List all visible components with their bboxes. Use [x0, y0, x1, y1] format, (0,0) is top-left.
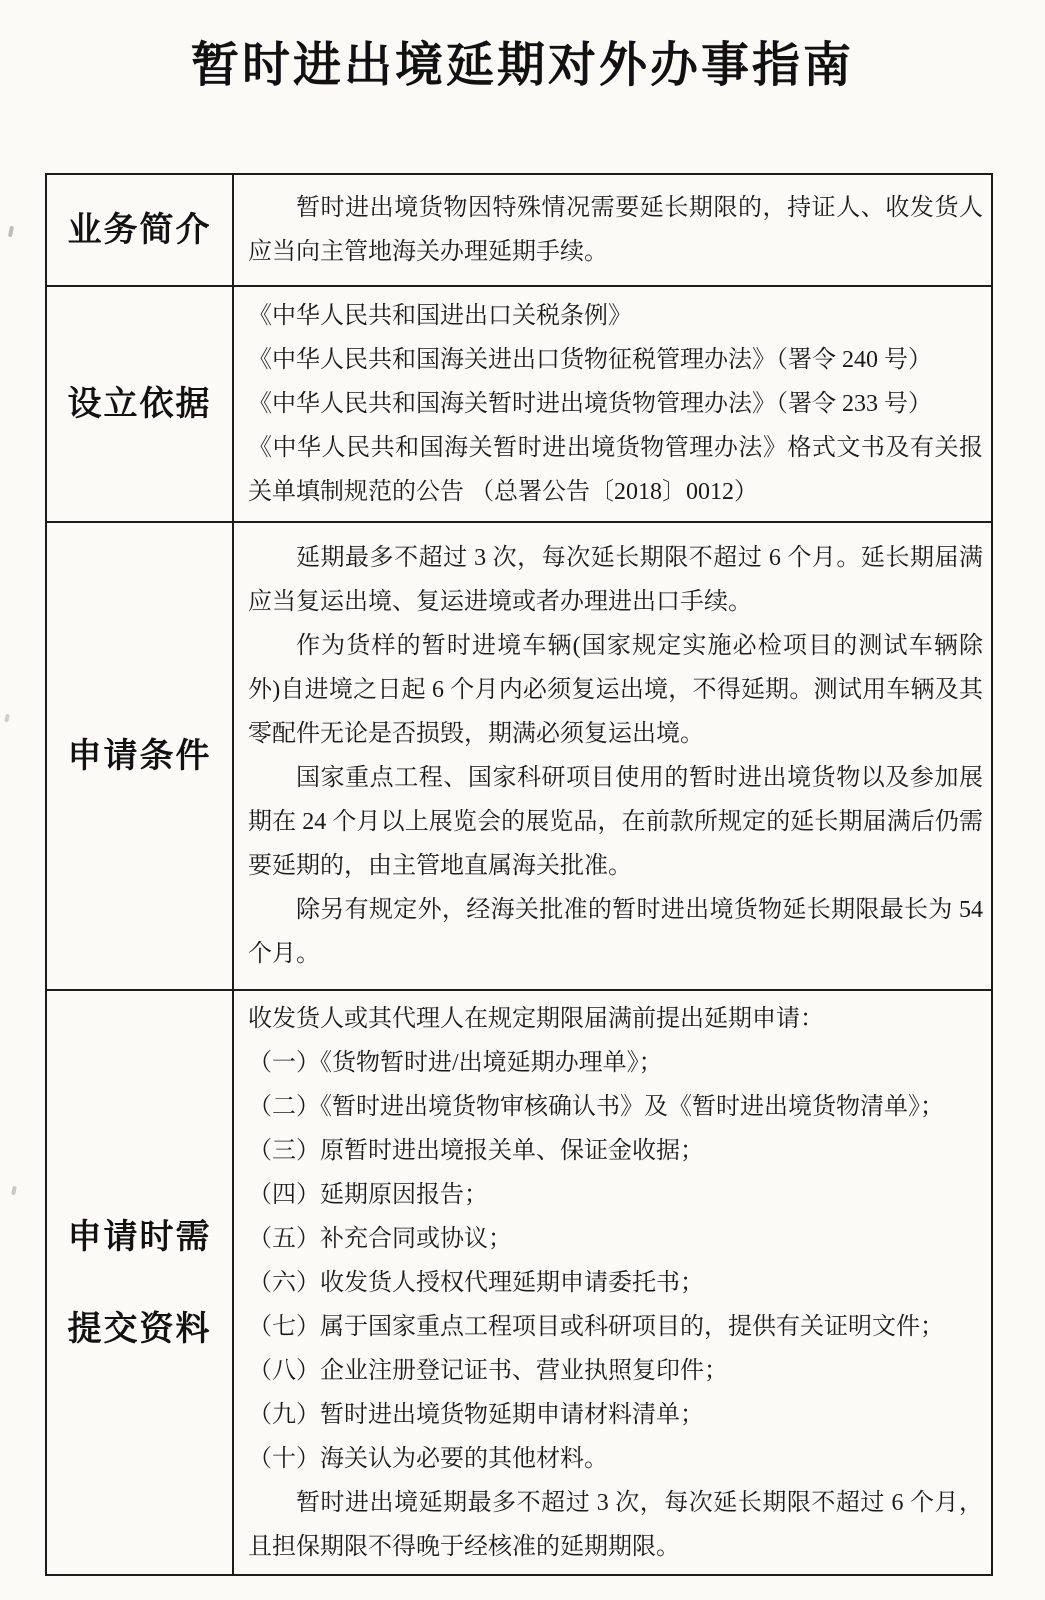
row-content-legal-basis — [233, 286, 992, 522]
list-item: （十）海关认为必要的其他材料。 — [248, 1445, 608, 1472]
row-label-business-intro — [46, 174, 233, 286]
row-label-application-conditions — [46, 522, 233, 990]
table-row-business-intro — [46, 174, 992, 286]
row-label-required-materials — [46, 990, 233, 1575]
paragraph: 除另有规定外，经海关批准的暂时进出境货物延长期限最长为 54 个月。 — [248, 897, 983, 967]
list-item: （七）属于国家重点工程项目或科研项目的，提供有关证明文件； — [248, 1313, 944, 1340]
row-content-application-conditions — [233, 522, 992, 990]
list-item: （八）企业注册登记证书、营业执照复印件； — [248, 1357, 728, 1384]
row-label-text: 业务简介 — [67, 211, 212, 249]
list-item: （二）《暂时进出境货物审核确认书》及《暂时进出境货物清单》； — [248, 1093, 944, 1120]
list-item: （四）延期原因报告； — [248, 1181, 488, 1208]
paragraph: 延期最多不超过 3 次，每次延长期限不超过 6 个月。延长期届满应当复运出境、复运进境或者办理进出口手续。 — [248, 545, 983, 615]
row-label-text: 提交资料 — [67, 1309, 212, 1348]
paragraph: 暂时进出境货物因特殊情况需要延长期限的，持证人、收发货人应当向主管地海关办理延期手续。 — [248, 195, 983, 265]
regulation-item: 《中华人民共和国进出口关税条例》 — [248, 303, 632, 329]
materials-note: 暂时进出境延期最多不超过 3 次，每次延长期限不超过 6 个月，且担保期限不得晚于经核准的延期期限。 — [248, 1489, 983, 1560]
scan-speck — [8, 226, 14, 238]
table-row-required-materials — [46, 990, 992, 1575]
materials-intro: 收发货人或其代理人在规定期限届满前提出延期申请： — [248, 1005, 824, 1032]
regulation-item: 《中华人民共和国海关进出口货物征税管理办法》（署令 240 号） — [248, 347, 932, 373]
paragraph: 国家重点工程、国家科研项目使用的暂时进出境货物以及参加展期在 24 个月以上展览会的展览品，在前款所规定的延长期届满后仍需要延期的，由主管地直属海关批准。 — [248, 765, 983, 879]
guide-table — [45, 173, 993, 1576]
list-item: （三）原暂时进出境报关单、保证金收据； — [248, 1137, 704, 1164]
paragraph: 作为货样的暂时进境车辆(国家规定实施必检项目的测试车辆除外)自进境之日起 6 个月内必须复运出境，不得延期。测试用车辆及其零配件无论是否损毁，期满必须复运出境。 — [248, 633, 983, 747]
list-item: （六）收发货人授权代理延期申请委托书； — [248, 1269, 704, 1296]
scan-speck — [11, 1186, 17, 1196]
row-label-legal-basis — [46, 286, 233, 522]
row-label-text: 申请时需 — [67, 1217, 212, 1256]
row-content-business-intro — [233, 174, 992, 286]
list-item: （一）《货物暂时进/出境延期办理单》； — [248, 1049, 663, 1076]
regulation-item: 《中华人民共和国海关暂时进出境货物管理办法》格式文书及有关报关单填制规范的公告 （总署公告〔2018〕0012） — [248, 435, 983, 505]
scan-speck — [4, 714, 10, 723]
page-title: 暂时进出境延期对外办事指南 — [190, 39, 854, 92]
list-item: （九）暂时进出境货物延期申请材料清单； — [248, 1401, 704, 1428]
row-label-text: 申请条件 — [67, 737, 212, 775]
list-item: （五）补充合同或协议； — [248, 1225, 512, 1252]
table-row-application-conditions — [46, 522, 992, 990]
regulation-item: 《中华人民共和国海关暂时进出境货物管理办法》（署令 233 号） — [248, 391, 932, 417]
row-content-required-materials — [233, 990, 992, 1575]
row-label-text: 设立依据 — [67, 385, 212, 423]
table-row-legal-basis — [46, 286, 992, 522]
